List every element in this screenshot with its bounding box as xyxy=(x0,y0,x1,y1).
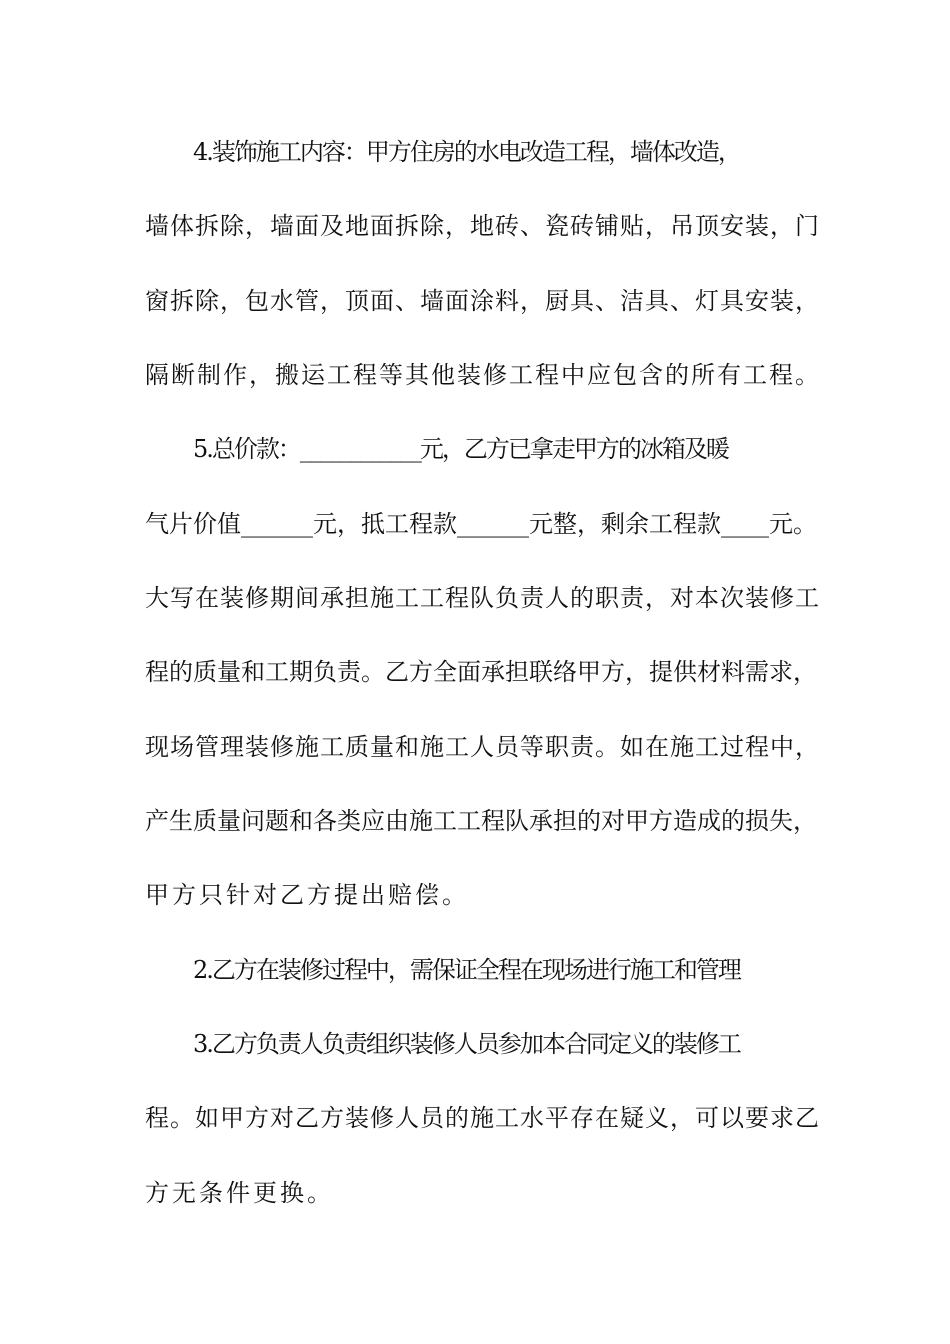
paragraph-line: 3.乙方负责人负责组织装修人员参加本合同定义的装修工 xyxy=(193,1030,740,1058)
paragraph-line: 2.乙方在装修过程中，需保证全程在现场进行施工和管理 xyxy=(193,956,740,984)
paragraph-line: 4.装饰施工内容：甲方住房的水电改造工程，墙体改造， xyxy=(193,138,740,166)
paragraph-line: 墙体拆除，墙面及地面拆除，地砖、瓷砖铺贴，吊顶安装，门 xyxy=(145,212,820,240)
paragraph-line: 产生质量问题和各类应由施工工程队承担的对甲方造成的损失， xyxy=(145,807,817,835)
paragraph-line: 隔断制作，搬运工程等其他装修工程中应包含的所有工程。 xyxy=(145,361,821,389)
paragraph-line: 甲方只针对乙方提出赔偿。 xyxy=(145,881,469,909)
paragraph-line: 方无条件更换。 xyxy=(145,1179,334,1207)
paragraph-line: 气片价值______元，抵工程款______元整，剩余工程款____元。 xyxy=(145,510,817,538)
paragraph-line: 大写在装修期间承担施工工程队负责人的职责，对本次装修工 xyxy=(145,584,820,612)
paragraph-line: 程。如甲方对乙方装修人员的施工水平存在疑义，可以要求乙 xyxy=(145,1104,820,1132)
paragraph-line: 程的质量和工期负责。乙方全面承担联络甲方，提供材料需求， xyxy=(145,658,817,686)
paragraph-line: 现场管理装修施工质量和施工人员等职责。如在施工过程中， xyxy=(145,733,820,761)
paragraph-line: 5.总价款：____________元，乙方已拿走甲方的冰箱及暖 xyxy=(193,435,728,463)
paragraph-line: 窗拆除，包水管，顶面、墙面涂料，厨具、洁具、灯具安装， xyxy=(145,287,820,315)
